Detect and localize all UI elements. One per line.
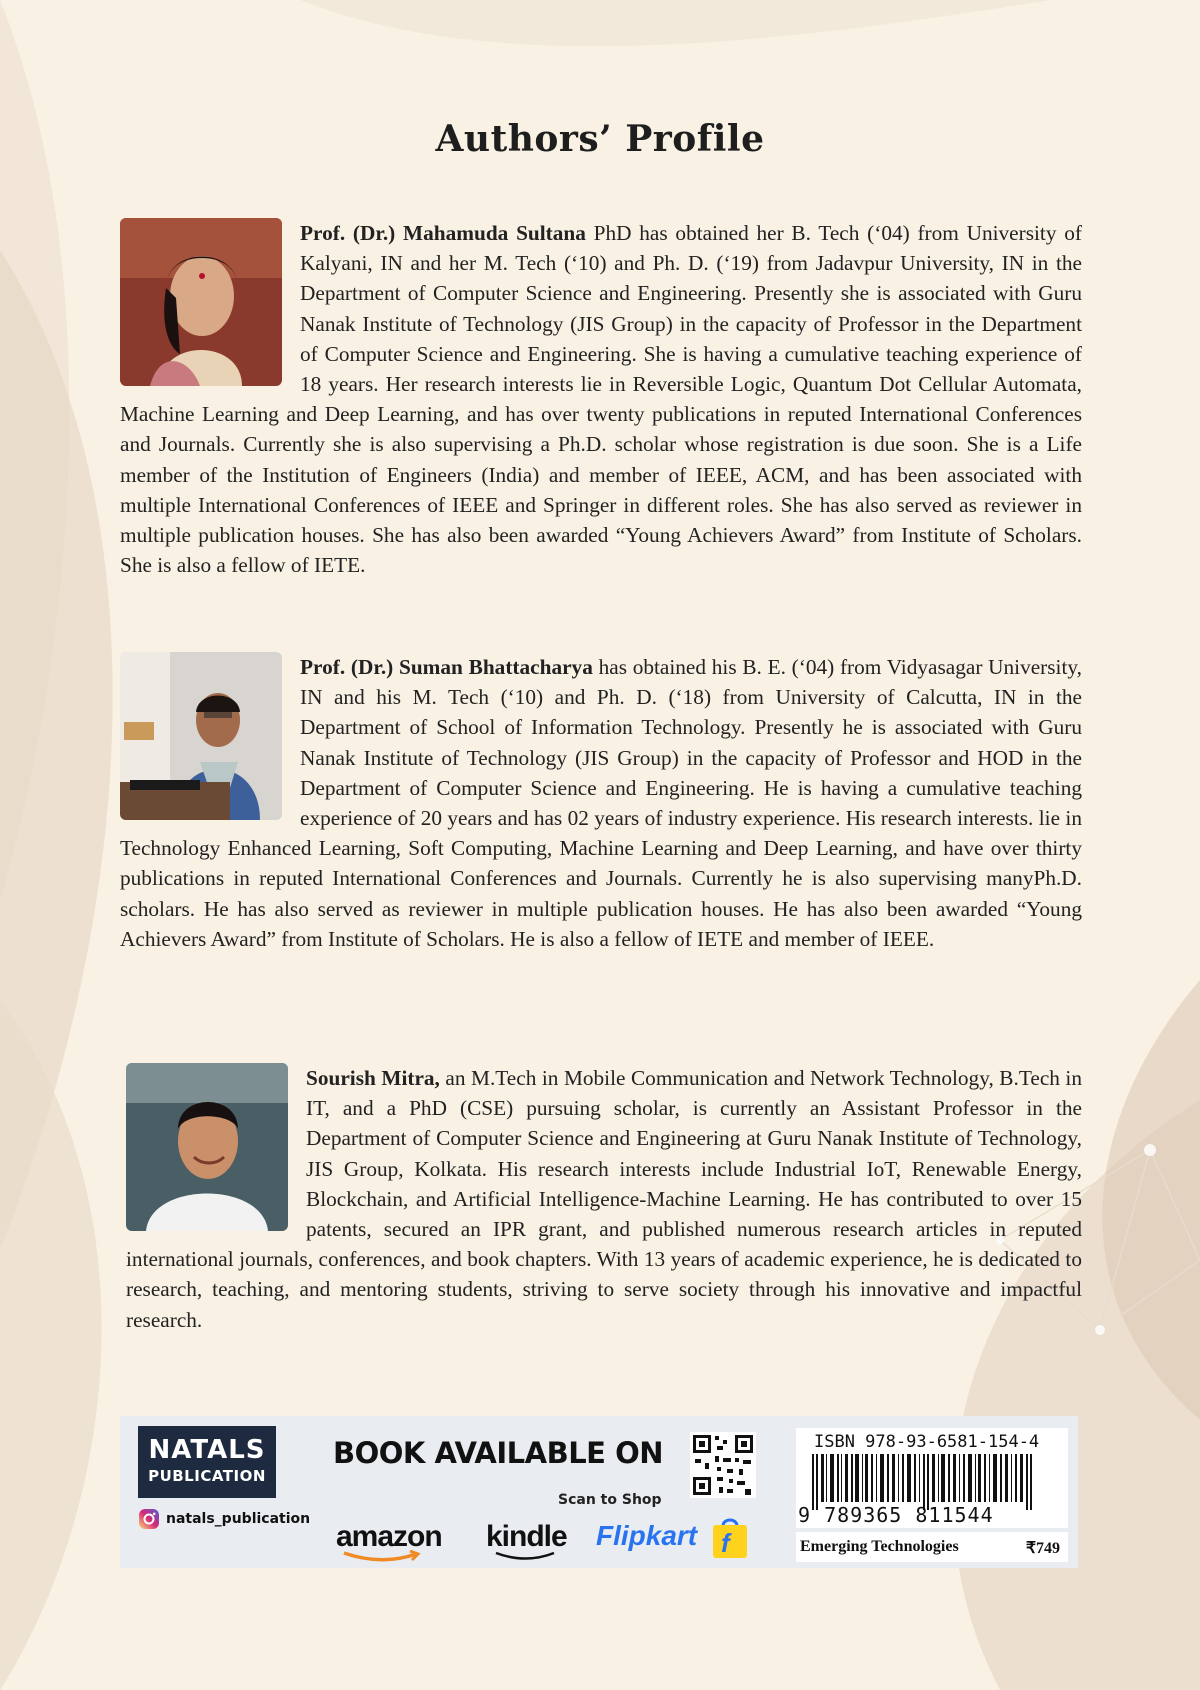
book-title: Emerging Technologies [800,1538,959,1555]
author-name: Prof. (Dr.) Mahamuda Sultana [300,221,586,245]
author-name: Prof. (Dr.) Suman Bhattacharya [300,655,593,679]
author-bio-text: has obtained his B. E. (‘04) from Vidyasagar University, IN and his M. Tech (‘10) and Ph. D. (‘18) from University of Calcutta, IN in the Department of School of Information Technology. Presently he is associated with Guru Nanak Institute of Technology (JIS Group) in the capacity of Professor and HOD in the Department of Computer Science and Engineering. He is having a cumulative teaching experience of 20 years and has 02 years of industry experience. His research interests. lie in Technology Enhanced Learning, Soft Computing, Machine Learning and Deep Learning, and have over thirty publications in reputed International Conferences and Journals. Currently he is also supervising manyPh.D. scholars. He has also served as reviewer in multiple publication houses. He has also been awarded “Young Achievers Award” from Institute of Scholars. He is also a fellow of IETE and member of IEEE. [120,655,1082,951]
kindle-label: kindle [486,1520,567,1553]
instagram-handle[interactable] [138,1508,310,1530]
kindle-smile-icon [490,1550,560,1562]
author-profile [120,652,1082,954]
author-name: Sourish Mitra, [306,1066,440,1090]
flipkart-label: Flipkart [596,1520,698,1551]
author-photo [126,1063,288,1231]
store-kindle[interactable] [486,1520,567,1554]
scan-to-shop-label: Scan to Shop [558,1492,662,1508]
book-price: ₹749 [1025,1540,1060,1557]
barcode-bars [810,1454,1070,1510]
store-flipkart[interactable] [596,1520,697,1552]
publisher-logo-name: NATALS [148,1435,266,1465]
isbn-barcode [796,1428,1068,1528]
flipkart-bag-icon [710,1516,750,1560]
author-profile [126,1063,1082,1335]
store-amazon[interactable] [336,1520,442,1554]
book-meta [796,1532,1068,1562]
barcode-number: 9 789365 811544 [798,1503,994,1527]
publisher-logo-subtitle: PUBLICATION [148,1467,266,1485]
footer-band [120,1416,1078,1568]
author-bio-text: PhD has obtained her B. Tech (‘04) from University of Kalyani, IN and her M. Tech (‘10) and Ph. D. (‘19) from Jadavpur University, IN in the Department of Computer Science and Engineering. Presently she is associated with Guru Nanak Institute of Technology (JIS Group) in the capacity of Professor in the Department of Computer Science and Engineering. She is having a cumulative teaching experience of 18 years. Her research interests lie in Reversible Logic, Quantum Dot Cellular Automata, Machine Learning and Deep Learning, and has over twenty publications in reputed International Conferences and Journals. Currently she is also supervising a Ph.D. scholar whose registration is due soon. She is a Life member of the Institution of Engineers (India) and member of IEEE, ACM, and has been associated with multiple International Conferences of IEEE and Springer in different roles. She has also served as reviewer in multiple publication houses. She has also been awarded “Young Achievers Award” from Institute of Scholars. She is also a fellow of IETE. [120,221,1082,578]
author-bio-text: an M.Tech in Mobile Communication and Network Technology, B.Tech in IT, and a PhD (CSE) pursuing scholar, is currently an Assistant Professor in the Department of Computer Science and Engineering at Guru Nanak Institute of Technology, JIS Group, Kolkata. His research interests include Industrial IoT, Renewable Energy, Blockchain, and Artificial Intelligence-Machine Learning. He has contributed to over 15 patents, secured an IPR grant, and published numerous research articles in reputed international journals, conferences, and book chapters. With 13 years of academic experience, he is dedicated to research, teaching, and mentoring students, striving to serve society through his innovative and impactful research. [126,1066,1082,1332]
amazon-label: amazon [336,1520,442,1553]
author-photo [120,218,282,386]
svg-text:f: f [721,1528,730,1558]
isbn-label: ISBN 978-93-6581-154-4 [814,1432,1040,1452]
book-available-heading: BOOK AVAILABLE ON [333,1436,663,1470]
publisher-logo [138,1426,276,1498]
amazon-smile-icon [340,1550,424,1564]
instagram-handle-text: natals_publication [166,1511,311,1527]
qr-code[interactable] [690,1432,756,1498]
instagram-icon [138,1508,160,1530]
author-photo [120,652,282,820]
page-title: Authors’ Profile [435,118,765,160]
author-profile [120,218,1082,580]
